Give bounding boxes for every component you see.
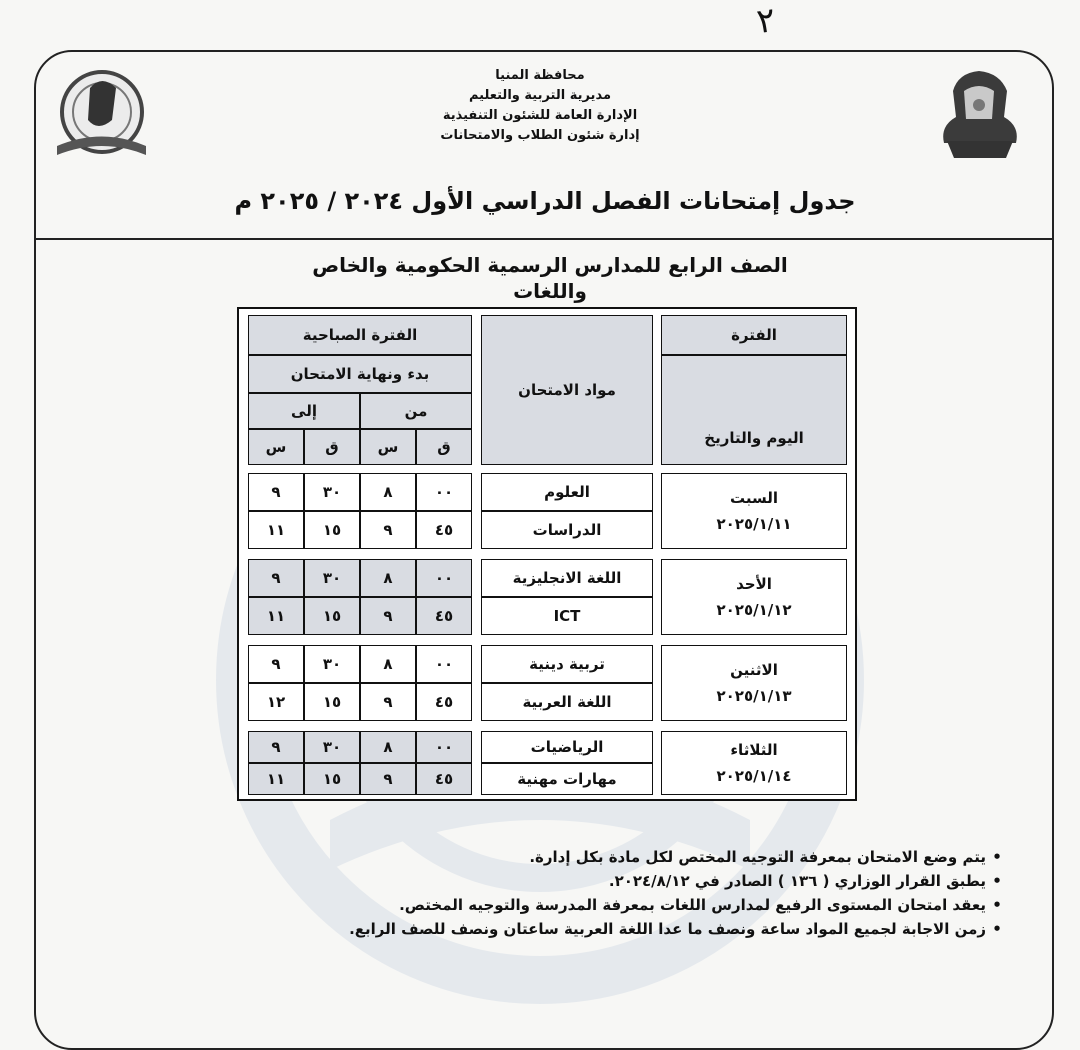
notes-list bbox=[338, 845, 1008, 941]
ministry-header bbox=[390, 66, 690, 146]
to-minute: ١٥ bbox=[304, 763, 360, 795]
from-minute: ٤٥ bbox=[416, 597, 472, 635]
to-hour: ١١ bbox=[248, 597, 304, 635]
from-hour: ٩ bbox=[360, 511, 416, 549]
note-text: زمن الاجابة لجميع المواد ساعة ونصف ما عدا اللغة العربية ساعتان ونصف للصف الرابع. bbox=[349, 920, 986, 938]
to-hour: ٩ bbox=[248, 559, 304, 597]
from-hour: ٩ bbox=[360, 763, 416, 795]
exam-date: ٢٠٢٥/١/١٢ bbox=[716, 601, 792, 619]
bullet-icon: • bbox=[992, 920, 1002, 938]
header-from: من bbox=[360, 393, 472, 429]
to-hour: ١١ bbox=[248, 763, 304, 795]
grade-subtitle: الصف الرابع للمدارس الرسمية الحكومية والخاص واللغات bbox=[312, 253, 788, 303]
exam-date: ٢٠٢٥/١/١١ bbox=[716, 515, 792, 533]
to-minute: ٣٠ bbox=[304, 645, 360, 683]
day-name: الأحد bbox=[736, 575, 772, 593]
to-minute: ١٥ bbox=[304, 511, 360, 549]
header-to: إلى bbox=[248, 393, 360, 429]
from-minute: ٤٥ bbox=[416, 511, 472, 549]
from-minute: ٠٠ bbox=[416, 559, 472, 597]
note-text: يطبق القرار الوزاري ( ١٣٦ ) الصادر في ٢٠٢٤/٨/١٢. bbox=[608, 872, 986, 890]
note-text: يتم وضع الامتحان بمعرفة التوجيه المختص لكل مادة بكل إدارة. bbox=[529, 848, 986, 866]
header-line: محافظة المنيا bbox=[495, 68, 585, 83]
day-name: الثلاثاء bbox=[730, 741, 778, 759]
subject-cell: مهارات مهنية bbox=[481, 763, 653, 795]
from-hour: ٩ bbox=[360, 683, 416, 721]
bullet-icon: • bbox=[992, 848, 1002, 866]
title-divider bbox=[35, 238, 1054, 240]
exam-schedule-title: جدول إمتحانات الفصل الدراسي الأول ٢٠٢٤ / ٢٠٢٥ م bbox=[234, 187, 856, 215]
subject-cell: الرياضيات bbox=[481, 731, 653, 763]
from-minute: ٠٠ bbox=[416, 731, 472, 763]
from-hour: ٩ bbox=[360, 597, 416, 635]
subject-cell: تربية دينية bbox=[481, 645, 653, 683]
header-line: مديرية التربية والتعليم bbox=[468, 88, 612, 103]
day-date-cell bbox=[661, 559, 847, 635]
from-hour: ٨ bbox=[360, 559, 416, 597]
to-minute: ٣٠ bbox=[304, 559, 360, 597]
to-minute: ١٥ bbox=[304, 683, 360, 721]
to-minute: ١٥ bbox=[304, 597, 360, 635]
header-exam-subjects: مواد الامتحان bbox=[481, 315, 653, 465]
note-text: يعقد امتحان المستوى الرفيع لمدارس اللغات بمعرفة المدرسة والتوجيه المختص. bbox=[399, 896, 986, 914]
day-date-cell bbox=[661, 731, 847, 795]
from-hour: ٨ bbox=[360, 645, 416, 683]
header-morning-period: الفترة الصباحية bbox=[248, 315, 472, 355]
handwritten-mark: ٢ bbox=[754, 0, 778, 43]
exam-date: ٢٠٢٥/١/١٣ bbox=[716, 687, 792, 705]
header-to-hour: س bbox=[248, 429, 304, 465]
minya-governorate-seal bbox=[930, 63, 1030, 167]
header-to-minute: ق bbox=[304, 429, 360, 465]
header-period: الفترة bbox=[661, 315, 847, 355]
note-item bbox=[338, 893, 1008, 917]
from-hour: ٨ bbox=[360, 731, 416, 763]
bullet-icon: • bbox=[992, 896, 1002, 914]
header-from-minute: ق bbox=[416, 429, 472, 465]
header-start-end: بدء ونهاية الامتحان bbox=[248, 355, 472, 393]
to-hour: ٩ bbox=[248, 731, 304, 763]
from-minute: ٠٠ bbox=[416, 645, 472, 683]
exam-schedule-table bbox=[237, 307, 857, 801]
to-hour: ١٢ bbox=[248, 683, 304, 721]
subject-cell: الدراسات bbox=[481, 511, 653, 549]
to-hour: ٩ bbox=[248, 473, 304, 511]
minya-left-logo bbox=[50, 64, 152, 164]
day-date-cell bbox=[661, 645, 847, 721]
header-line: إدارة شئون الطلاب والامتحانات bbox=[440, 128, 640, 143]
header-day-date: اليوم والتاريخ bbox=[661, 355, 847, 465]
to-hour: ٩ bbox=[248, 645, 304, 683]
from-minute: ٤٥ bbox=[416, 763, 472, 795]
to-minute: ٣٠ bbox=[304, 473, 360, 511]
subject-cell: اللغة العربية bbox=[481, 683, 653, 721]
from-hour: ٨ bbox=[360, 473, 416, 511]
subject-cell: العلوم bbox=[481, 473, 653, 511]
note-item bbox=[338, 917, 1008, 941]
from-minute: ٤٥ bbox=[416, 683, 472, 721]
day-name: السبت bbox=[729, 489, 779, 507]
note-item bbox=[338, 845, 1008, 869]
day-name: الاثنين bbox=[730, 661, 778, 679]
bullet-icon: • bbox=[992, 872, 1002, 890]
note-item bbox=[338, 869, 1008, 893]
subject-cell: اللغة الانجليزية bbox=[481, 559, 653, 597]
header-from-hour: س bbox=[360, 429, 416, 465]
to-hour: ١١ bbox=[248, 511, 304, 549]
to-minute: ٣٠ bbox=[304, 731, 360, 763]
subject-cell: ICT bbox=[481, 597, 653, 635]
exam-date: ٢٠٢٥/١/١٤ bbox=[716, 767, 792, 785]
header-line: الإدارة العامة للشئون التنفيذية bbox=[442, 108, 638, 123]
from-minute: ٠٠ bbox=[416, 473, 472, 511]
day-date-cell bbox=[661, 473, 847, 549]
